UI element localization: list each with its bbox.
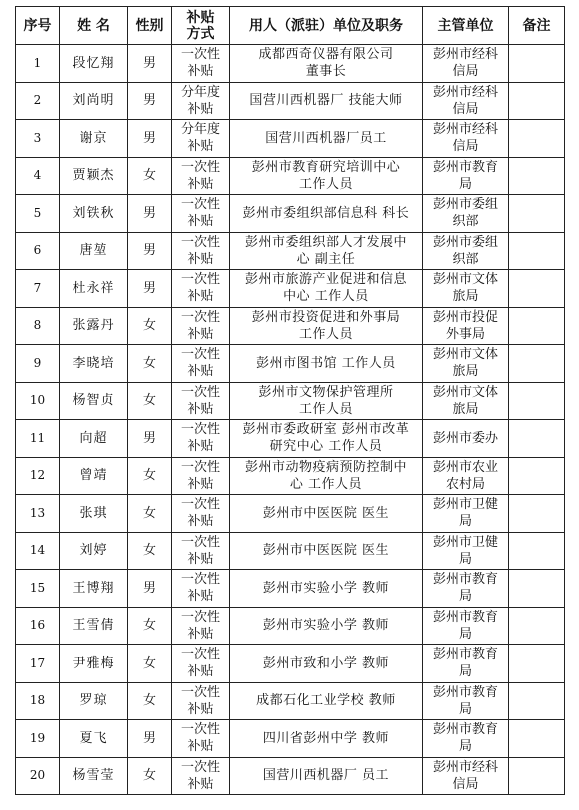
cell-unit-position: 彭州市致和小学 教师: [230, 645, 423, 683]
cell-subsidy-method: 一次性 补贴: [172, 45, 230, 83]
cell-name: 张琪: [60, 495, 128, 533]
cell-gender: 男: [128, 232, 172, 270]
table-row: [16, 82, 565, 120]
cell-unit-position: 彭州市中医医院 医生: [230, 532, 423, 570]
cell-seq: 6: [16, 232, 60, 270]
table-row: [16, 195, 565, 233]
cell-unit-position: 国营川西机器厂 技能大师: [230, 82, 423, 120]
cell-remark: [509, 195, 565, 233]
cell-remark: [509, 307, 565, 345]
cell-authority: 彭州市教育 局: [423, 607, 509, 645]
cell-authority: 彭州市教育 局: [423, 720, 509, 758]
cell-unit-position: 彭州市动物疫病预防控制中 心 工作人员: [230, 457, 423, 495]
table-row: [16, 645, 565, 683]
cell-seq: 1: [16, 45, 60, 83]
cell-remark: [509, 345, 565, 383]
cell-authority: 彭州市经科 信局: [423, 45, 509, 83]
table-row: [16, 495, 565, 533]
cell-seq: 18: [16, 682, 60, 720]
cell-name: 李晓培: [60, 345, 128, 383]
cell-name: 王雪倩: [60, 607, 128, 645]
cell-authority: 彭州市卫健 局: [423, 495, 509, 533]
cell-authority: 彭州市教育 局: [423, 570, 509, 608]
cell-name: 向超: [60, 420, 128, 458]
cell-authority: 彭州市文体 旅局: [423, 382, 509, 420]
table-row: [16, 682, 565, 720]
table-row: [16, 45, 565, 83]
table-row: [16, 420, 565, 458]
cell-gender: 女: [128, 607, 172, 645]
cell-name: 杨雪莹: [60, 757, 128, 795]
table-row: [16, 232, 565, 270]
cell-unit-position: 国营川西机器厂 员工: [230, 757, 423, 795]
table-row: [16, 157, 565, 195]
cell-gender: 女: [128, 757, 172, 795]
cell-authority: 彭州市教育 局: [423, 645, 509, 683]
cell-subsidy-method: 一次性 补贴: [172, 645, 230, 683]
header-seq: 序号: [16, 7, 60, 45]
cell-seq: 15: [16, 570, 60, 608]
table-row: [16, 307, 565, 345]
cell-remark: [509, 757, 565, 795]
table-row: [16, 757, 565, 795]
cell-gender: 男: [128, 570, 172, 608]
cell-name: 刘婷: [60, 532, 128, 570]
cell-seq: 5: [16, 195, 60, 233]
cell-remark: [509, 120, 565, 158]
cell-authority: 彭州市教育 局: [423, 157, 509, 195]
header-row: [16, 7, 565, 45]
cell-gender: 男: [128, 120, 172, 158]
cell-seq: 7: [16, 270, 60, 308]
cell-gender: 男: [128, 195, 172, 233]
cell-remark: [509, 420, 565, 458]
cell-gender: 女: [128, 532, 172, 570]
cell-name: 罗琼: [60, 682, 128, 720]
table-row: [16, 720, 565, 758]
table-header: [16, 7, 565, 45]
cell-unit-position: 彭州市委政研室 彭州市改革 研究中心 工作人员: [230, 420, 423, 458]
cell-gender: 男: [128, 420, 172, 458]
cell-unit-position: 彭州市实验小学 教师: [230, 570, 423, 608]
cell-unit-position: 彭州市投资促进和外事局 工作人员: [230, 307, 423, 345]
cell-authority: 彭州市卫健 局: [423, 532, 509, 570]
cell-gender: 女: [128, 457, 172, 495]
cell-seq: 17: [16, 645, 60, 683]
cell-remark: [509, 157, 565, 195]
table-body: [16, 45, 565, 795]
header-subsidy-method: [172, 7, 230, 45]
header-remarks: 备注: [509, 7, 565, 45]
cell-name: 张露丹: [60, 307, 128, 345]
cell-gender: 男: [128, 270, 172, 308]
cell-subsidy-method: 一次性 补贴: [172, 682, 230, 720]
cell-authority: 彭州市农业 农村局: [423, 457, 509, 495]
cell-seq: 20: [16, 757, 60, 795]
header-name: 姓 名: [60, 7, 128, 45]
cell-seq: 14: [16, 532, 60, 570]
cell-name: 王博翔: [60, 570, 128, 608]
cell-name: 段忆翔: [60, 45, 128, 83]
cell-gender: 女: [128, 645, 172, 683]
cell-remark: [509, 570, 565, 608]
cell-subsidy-method: 一次性 补贴: [172, 157, 230, 195]
cell-remark: [509, 457, 565, 495]
cell-unit-position: 成都石化工业学校 教师: [230, 682, 423, 720]
table-row: [16, 345, 565, 383]
cell-unit-position: 国营川西机器厂员工: [230, 120, 423, 158]
header-authority: 主管单位: [423, 7, 509, 45]
cell-remark: [509, 382, 565, 420]
cell-seq: 9: [16, 345, 60, 383]
cell-unit-position: 成都西奇仪器有限公司 董事长: [230, 45, 423, 83]
cell-unit-position: 彭州市中医医院 医生: [230, 495, 423, 533]
subsidy-table: [15, 6, 565, 795]
cell-unit-position: 彭州市旅游产业促进和信息 中心 工作人员: [230, 270, 423, 308]
cell-remark: [509, 645, 565, 683]
table-row: [16, 607, 565, 645]
cell-seq: 3: [16, 120, 60, 158]
cell-authority: 彭州市委组 织部: [423, 232, 509, 270]
cell-subsidy-method: 一次性 补贴: [172, 195, 230, 233]
table-row: [16, 532, 565, 570]
cell-remark: [509, 232, 565, 270]
header-unit-position: 用人（派驻）单位及职务: [230, 7, 423, 45]
cell-authority: 彭州市委组 织部: [423, 195, 509, 233]
cell-gender: 女: [128, 382, 172, 420]
cell-authority: 彭州市经科 信局: [423, 120, 509, 158]
cell-name: 杜永祥: [60, 270, 128, 308]
cell-gender: 男: [128, 82, 172, 120]
cell-gender: 男: [128, 720, 172, 758]
cell-unit-position: 四川省彭州中学 教师: [230, 720, 423, 758]
cell-name: 杨智贞: [60, 382, 128, 420]
cell-gender: 女: [128, 157, 172, 195]
cell-seq: 19: [16, 720, 60, 758]
cell-remark: [509, 82, 565, 120]
header-gender: 性别: [128, 7, 172, 45]
cell-name: 贾颖杰: [60, 157, 128, 195]
table-row: [16, 270, 565, 308]
cell-unit-position: 彭州市委组织部信息科 科长: [230, 195, 423, 233]
cell-authority: 彭州市经科 信局: [423, 82, 509, 120]
cell-seq: 11: [16, 420, 60, 458]
table-row: [16, 120, 565, 158]
cell-authority: 彭州市经科 信局: [423, 757, 509, 795]
cell-unit-position: 彭州市教育研究培训中心 工作人员: [230, 157, 423, 195]
cell-remark: [509, 607, 565, 645]
cell-subsidy-method: 一次性 补贴: [172, 382, 230, 420]
cell-subsidy-method: 一次性 补贴: [172, 270, 230, 308]
cell-authority: 彭州市文体 旅局: [423, 345, 509, 383]
cell-authority: 彭州市投促 外事局: [423, 307, 509, 345]
cell-seq: 10: [16, 382, 60, 420]
cell-name: 尹雅梅: [60, 645, 128, 683]
cell-subsidy-method: 一次性 补贴: [172, 720, 230, 758]
header-subsidy-label: 补贴 方式: [186, 9, 215, 42]
table-row: [16, 382, 565, 420]
cell-unit-position: 彭州市文物保护管理所 工作人员: [230, 382, 423, 420]
cell-subsidy-method: 一次性 补贴: [172, 607, 230, 645]
cell-remark: [509, 682, 565, 720]
table-row: [16, 457, 565, 495]
cell-seq: 16: [16, 607, 60, 645]
cell-remark: [509, 720, 565, 758]
cell-name: 刘铁秋: [60, 195, 128, 233]
cell-subsidy-method: 分年度 补贴: [172, 120, 230, 158]
cell-subsidy-method: 一次性 补贴: [172, 307, 230, 345]
table-row: [16, 570, 565, 608]
cell-seq: 4: [16, 157, 60, 195]
cell-remark: [509, 45, 565, 83]
cell-unit-position: 彭州市委组织部人才发展中 心 副主任: [230, 232, 423, 270]
cell-subsidy-method: 一次性 补贴: [172, 495, 230, 533]
cell-name: 谢京: [60, 120, 128, 158]
cell-subsidy-method: 一次性 补贴: [172, 532, 230, 570]
cell-remark: [509, 495, 565, 533]
cell-remark: [509, 270, 565, 308]
cell-subsidy-method: 一次性 补贴: [172, 232, 230, 270]
cell-seq: 12: [16, 457, 60, 495]
cell-subsidy-method: 分年度 补贴: [172, 82, 230, 120]
cell-authority: 彭州市教育 局: [423, 682, 509, 720]
cell-subsidy-method: 一次性 补贴: [172, 345, 230, 383]
cell-unit-position: 彭州市实验小学 教师: [230, 607, 423, 645]
cell-subsidy-method: 一次性 补贴: [172, 420, 230, 458]
cell-gender: 女: [128, 682, 172, 720]
cell-name: 刘尚明: [60, 82, 128, 120]
cell-name: 夏飞: [60, 720, 128, 758]
cell-seq: 2: [16, 82, 60, 120]
cell-gender: 女: [128, 345, 172, 383]
cell-name: 唐堃: [60, 232, 128, 270]
cell-remark: [509, 532, 565, 570]
cell-seq: 13: [16, 495, 60, 533]
cell-subsidy-method: 一次性 补贴: [172, 757, 230, 795]
cell-gender: 女: [128, 495, 172, 533]
cell-subsidy-method: 一次性 补贴: [172, 457, 230, 495]
cell-name: 曾靖: [60, 457, 128, 495]
cell-gender: 女: [128, 307, 172, 345]
cell-gender: 男: [128, 45, 172, 83]
cell-seq: 8: [16, 307, 60, 345]
cell-authority: 彭州市委办: [423, 420, 509, 458]
cell-unit-position: 彭州市图书馆 工作人员: [230, 345, 423, 383]
cell-subsidy-method: 一次性 补贴: [172, 570, 230, 608]
cell-authority: 彭州市文体 旅局: [423, 270, 509, 308]
